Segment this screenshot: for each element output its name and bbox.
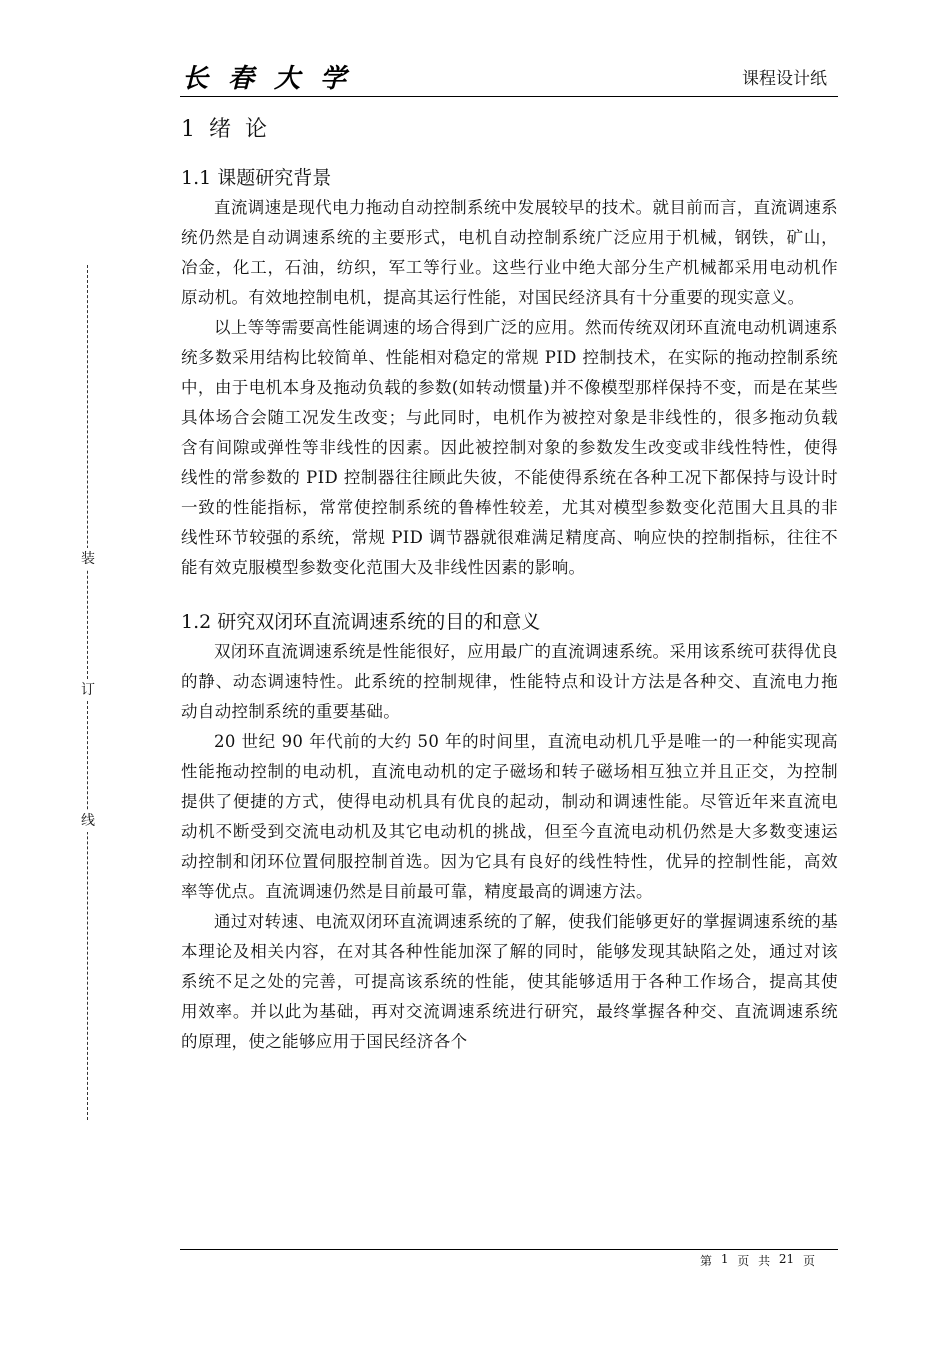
current-page: 1 [720, 1252, 729, 1266]
paragraph: 直流调速是现代电力拖动自动控制系统中发展较早的技术。就目前而言，直流调速系统仍然是自动调速系统的主要形式，电机自动控制系统广泛应用于机械，钢铁，矿山，冶金，化工，石油，纺织，军工等行业。这些行业中绝大部分生产机械都采用电动机作原动机。有效地控制电机，提高其运行性能，对国民经济具有十分重要的现实意义。 [181, 198, 838, 307]
section-heading-1-1: 1.1 课题研究背景 [181, 167, 332, 189]
binding-char-ding: 订 [80, 679, 96, 701]
paragraph: 20 世纪 90 年代前的大约 50 年的时间里，直流电动机几乎是唯一的一种能实现高性能拖动控制的电动机，直流电动机的定子磁场和转子磁场相互独立并且正交，为控制提供了便捷的方式，使得电动机具有优良的起动，制动和调速性能。尽管近年来直流电动机不断受到交流电动机及其它电动机的挑战，但至今直流电动机仍然是大多数变速运动控制和闭环位置伺服控制首选。因为它具有良好的线性特性，优异的控制性能，高效率等优点。直流调速仍然是目前最可靠，精度最高的调速方法。 [181, 732, 838, 901]
page-label-ye: 页 [737, 1254, 750, 1268]
header-divider [180, 96, 838, 97]
page-label-gong: 共 [758, 1254, 771, 1268]
footer-divider [180, 1249, 838, 1250]
paper-type-label: 课程设计纸 [742, 69, 827, 89]
binding-char-zhuang: 装 [80, 548, 96, 570]
binding-margin [80, 265, 96, 1120]
page-label-di: 第 [700, 1254, 713, 1268]
page-body [181, 113, 838, 1057]
total-pages: 21 [778, 1252, 795, 1266]
section-heading-1-2: 1.2 研究双闭环直流调速系统的目的和意义 [181, 611, 541, 633]
chapter-number: 1 [181, 117, 195, 142]
chapter-heading [181, 113, 838, 147]
paragraph: 双闭环直流调速系统是性能很好，应用最广的直流调速系统。采用该系统可获得优良的静、动态调速特性。此系统的控制规律，性能特点和设计方法是各种交、直流电力拖动自动控制系统的重要基础。 [181, 642, 838, 721]
page-number [700, 1252, 815, 1269]
chapter-title: 绪 论 [209, 117, 267, 142]
paragraph: 以上等等需要高性能调速的场合得到广泛的应用。然而传统双闭环直流电动机调速系统多数采用结构比较简单、性能相对稳定的常规 PID 控制技术，在实际的拖动控制系统中，由于电机本身及拖动负载的参数(如转动惯量)并不像模型那样保持不变，而是在某些具体场合会随工况发生改变；与此同时，电机作为被控对象是非线性的，很多拖动负载含有间隙或弹性等非线性的因素。因此被控制对象的参数发生改变或非线性特性，使得线性的常参数的 PID 控制器往往顾此失彼，不能使得系统在各种工况下都保持与设计时一致的性能指标，常常使控制系统的鲁棒性较差，尤其对模型参数变化范围大且具的非线性环节较强的系统，常规 PID 调节器就很难满足精度高、响应快的控制指标，往往不能有效克服模型参数变化范围大及非线性因素的影响。 [181, 318, 838, 577]
page-label-ye-2: 页 [802, 1254, 815, 1268]
university-title: 长春大学 [182, 64, 367, 94]
binding-char-xian: 线 [80, 810, 96, 832]
paragraph: 通过对转速、电流双闭环直流调速系统的了解，使我们能够更好的掌握调速系统的基本理论及相关内容，在对其各种性能加深了解的同时，能够发现其缺陷之处，通过对该系统不足之处的完善，可提高该系统的性能，使其能够适用于各种工作场合，提高其使用效率。并以此为基础，再对交流调速系统进行研究，最终掌握各种交、直流调速系统的原理，使之能够应用于国民经济各个 [181, 912, 838, 1051]
